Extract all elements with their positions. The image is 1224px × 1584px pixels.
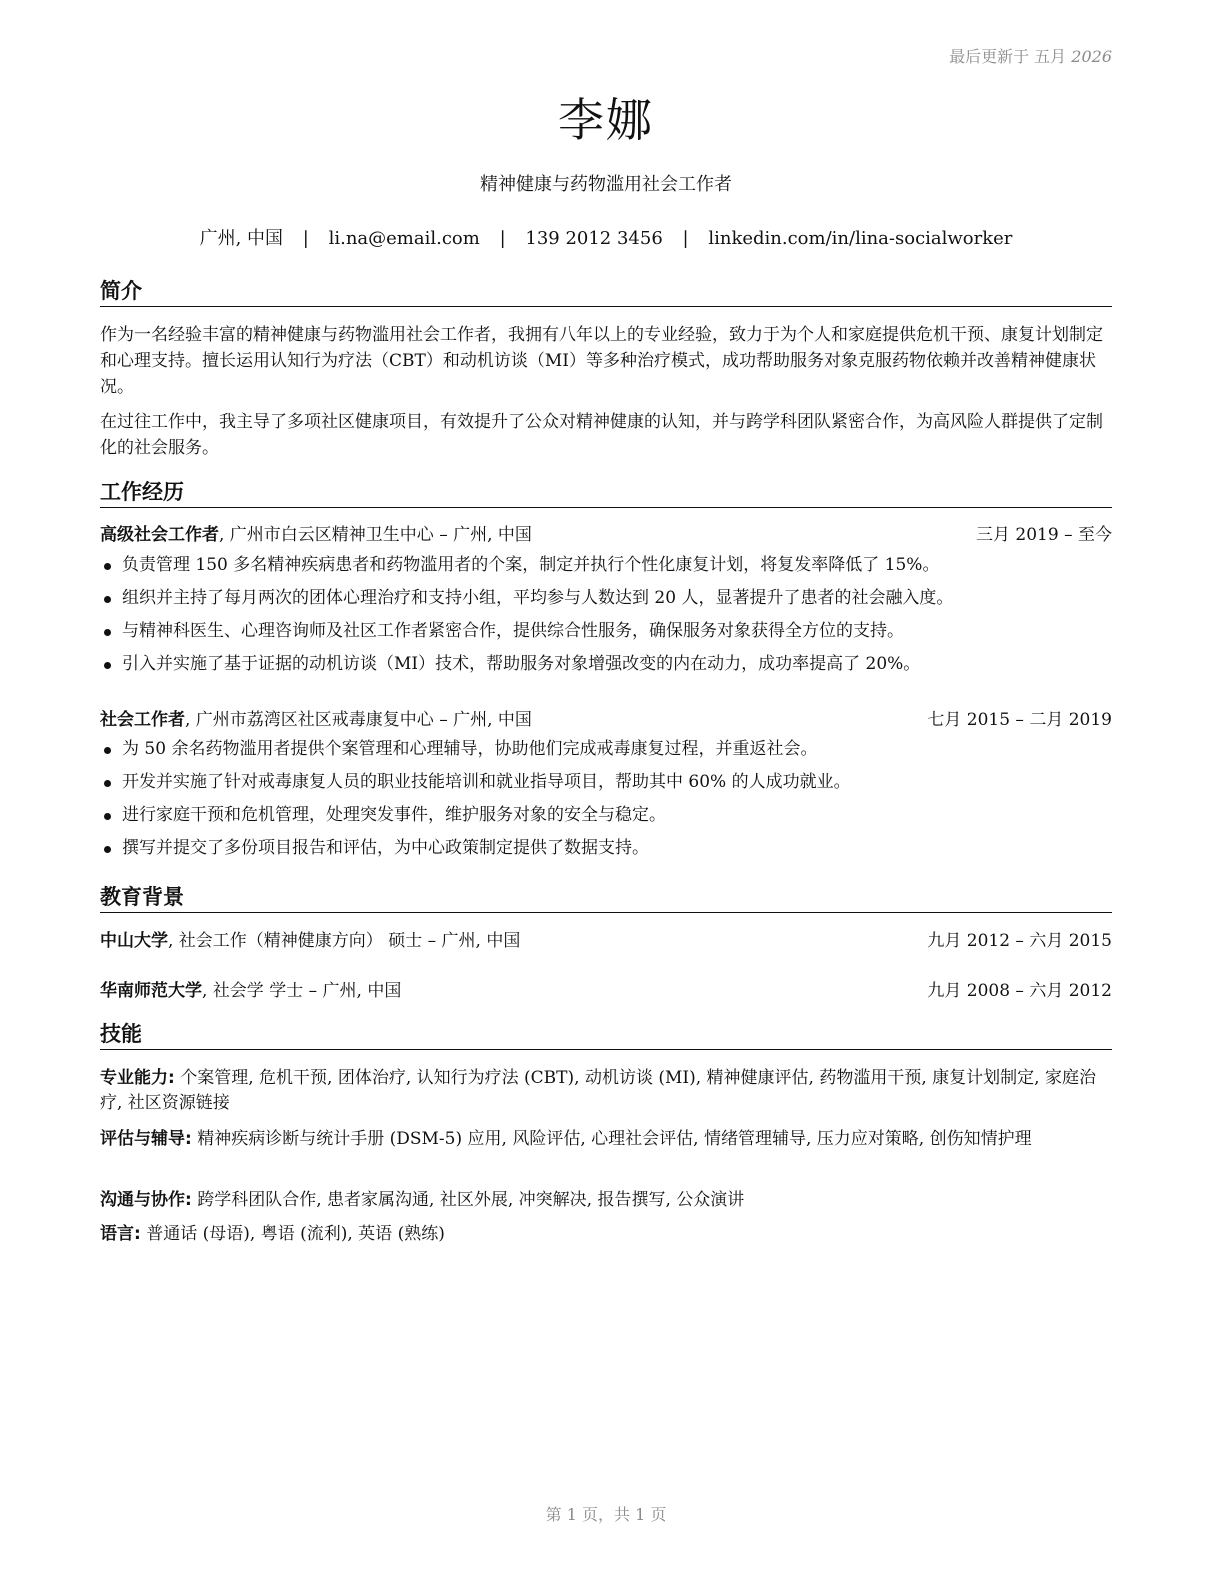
bullet-item: 负责管理 150 多名精神疾病患者和药物滥用者的个案，制定并执行个性化康复计划，将复发率降低了 15%。 bbox=[100, 549, 1112, 582]
job-role: 高级社会工作者 bbox=[100, 525, 219, 545]
bullet-item: 组织并主持了每月两次的团体心理治疗和支持小组，平均参与人数达到 20 人，显著提升了患者的社会融入度。 bbox=[100, 582, 1112, 615]
job-bullets bbox=[100, 549, 1112, 681]
job-role: 社会工作者 bbox=[100, 710, 185, 730]
education-entry bbox=[100, 979, 1112, 1003]
summary-paragraph: 在过往工作中，我主导了多项社区健康项目，有效提升了公众对精神健康的认知，并与跨学科团队紧密合作，为高风险人群提供了定制化的社会服务。 bbox=[100, 412, 1103, 458]
contact-location: 广州, 中国 bbox=[199, 228, 284, 249]
education-detail: , 社会工作（精神健康方向） 硕士 – 广州, 中国 bbox=[168, 931, 521, 951]
last-updated-year: 2026 bbox=[1071, 47, 1112, 66]
skill-label: 专业能力: bbox=[100, 1068, 175, 1088]
section-title-education: 教育背景 bbox=[100, 884, 1112, 913]
job-header bbox=[100, 708, 1112, 732]
contact-separator: | bbox=[499, 228, 506, 249]
job-dates: 三月 2019 – 至今 bbox=[976, 525, 1112, 545]
job-bullets bbox=[100, 733, 1112, 865]
bullet-item: 进行家庭干预和危机管理，处理突发事件，维护服务对象的安全与稳定。 bbox=[100, 799, 1112, 832]
skill-label: 评估与辅导: bbox=[100, 1129, 192, 1149]
job-org: , 广州市白云区精神卫生中心 – 广州, 中国 bbox=[219, 525, 532, 545]
skill-label: 语言: bbox=[100, 1224, 141, 1244]
education-entry bbox=[100, 929, 1112, 953]
summary-paragraph: 作为一名经验丰富的精神健康与药物滥用社会工作者，我拥有八年以上的专业经验，致力于为个人和家庭提供危机干预、康复计划制定和心理支持。擅长运用认知行为疗法（CBT）和动机访谈（MI）等多种治疗模式，成功帮助服务对象克服药物依赖并改善精神健康状况。 bbox=[100, 325, 1103, 397]
contact-separator: | bbox=[682, 228, 689, 249]
skill-text: 跨学科团队合作, 患者家属沟通, 社区外展, 冲突解决, 报告撰写, 公众演讲 bbox=[191, 1190, 745, 1210]
page-footer: 第 1 页，共 1 页 bbox=[545, 1505, 667, 1524]
skill-text: 精神疾病诊断与统计手册 (DSM-5) 应用, 风险评估, 心理社会评估, 情绪管理辅导, 压力应对策略, 创伤知情护理 bbox=[191, 1129, 1032, 1149]
candidate-name: 李娜 bbox=[558, 93, 654, 147]
skill-row bbox=[100, 1188, 1112, 1213]
section-title-experience: 工作经历 bbox=[100, 479, 1112, 508]
contact-separator: | bbox=[302, 228, 309, 249]
skill-text: 普通话 (母语), 粤语 (流利), 英语 (熟练) bbox=[140, 1224, 445, 1244]
skill-row bbox=[100, 1222, 1112, 1247]
skill-row bbox=[100, 1127, 1112, 1152]
bullet-item: 引入并实施了基于证据的动机访谈（MI）技术，帮助服务对象增强改变的内在动力，成功率提高了 20%。 bbox=[100, 648, 1112, 681]
last-updated bbox=[949, 44, 1112, 67]
bullet-item: 与精神科医生、心理咨询师及社区工作者紧密合作，提供综合性服务，确保服务对象获得全方位的支持。 bbox=[100, 615, 1112, 648]
candidate-headline: 精神健康与药物滥用社会工作者 bbox=[480, 174, 732, 195]
skill-label: 沟通与协作: bbox=[100, 1190, 192, 1210]
section-title-skills: 技能 bbox=[100, 1021, 1112, 1050]
job-header bbox=[100, 523, 1112, 547]
bullet-item: 开发并实施了针对戒毒康复人员的职业技能培训和就业指导项目，帮助其中 60% 的人成功就业。 bbox=[100, 766, 1112, 799]
resume-page bbox=[100, 0, 1112, 1584]
job-org: , 广州市荔湾区社区戒毒康复中心 – 广州, 中国 bbox=[185, 710, 532, 730]
job-dates: 七月 2015 – 二月 2019 bbox=[927, 710, 1112, 730]
contact-phone[interactable]: 139 2012 3456 bbox=[525, 228, 663, 249]
bullet-item: 撰写并提交了多份项目报告和评估，为中心政策制定提供了数据支持。 bbox=[100, 832, 1112, 865]
skill-text: 个案管理, 危机干预, 团体治疗, 认知行为疗法 (CBT), 动机访谈 (MI), 精神健康评估, 药物滥用干预, 康复计划制定, 家庭治疗, 社区资源链接 bbox=[100, 1068, 1096, 1113]
education-school: 中山大学 bbox=[100, 931, 168, 951]
skill-row bbox=[100, 1066, 1112, 1116]
contact-linkedin[interactable]: linkedin.com/in/lina-socialworker bbox=[708, 228, 1013, 249]
bullet-item: 为 50 余名药物滥用者提供个案管理和心理辅导，协助他们完成戒毒康复过程，并重返社会。 bbox=[100, 733, 1112, 766]
contact-line bbox=[100, 224, 1112, 250]
last-updated-prefix: 最后更新于 五月 bbox=[949, 47, 1067, 66]
education-dates: 九月 2012 – 六月 2015 bbox=[927, 931, 1112, 951]
contact-email[interactable]: li.na@email.com bbox=[328, 228, 480, 249]
education-detail: , 社会学 学士 – 广州, 中国 bbox=[202, 981, 402, 1001]
education-school: 华南师范大学 bbox=[100, 981, 202, 1001]
education-dates: 九月 2008 – 六月 2012 bbox=[927, 981, 1112, 1001]
section-title-summary: 简介 bbox=[100, 278, 1112, 307]
